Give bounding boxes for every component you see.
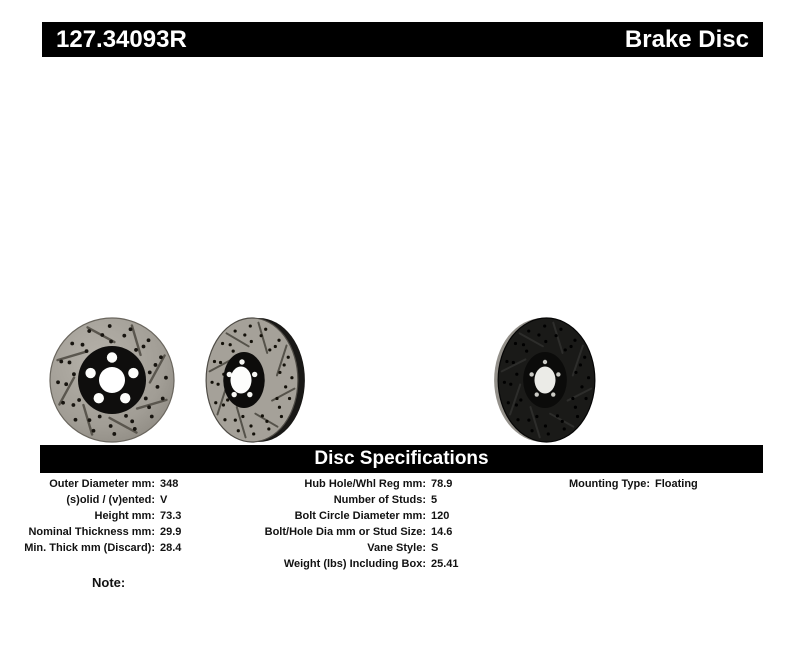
spec-row (252, 476, 459, 492)
spec-label: Hub Hole/Whl Reg mm: (304, 478, 426, 490)
spec-column-left (22, 476, 181, 556)
spec-label: Mounting Type: (568, 478, 650, 490)
spec-value: 14.6 (431, 526, 453, 538)
spec-label: Outer Diameter mm: (49, 478, 155, 490)
spec-row (538, 476, 698, 492)
spec-label: Vane Style: (367, 542, 426, 554)
spec-row (252, 556, 459, 572)
spec-row (252, 540, 459, 556)
spec-row (22, 540, 181, 556)
disc-specifications-header (40, 445, 763, 473)
spec-value: S (431, 542, 439, 554)
spec-label: Height mm: (94, 510, 155, 522)
spec-value: 25.41 (431, 558, 459, 570)
spec-value: 120 (431, 510, 450, 522)
spec-row (22, 492, 181, 508)
spec-column-middle (252, 476, 459, 572)
spec-label: Number of Studs: (333, 494, 426, 506)
brake-disc-black-angled-image (494, 318, 595, 442)
spec-value: 73.3 (160, 510, 182, 522)
spec-label: Weight (lbs) Including Box: (283, 558, 426, 570)
spec-value: 5 (431, 494, 438, 506)
spec-row (252, 524, 459, 540)
spec-value: 78.9 (431, 478, 453, 490)
brake-disc-angled-image (206, 318, 305, 442)
spec-row (252, 492, 459, 508)
spec-value: 28.4 (160, 542, 182, 554)
part-number-label: 127.34093R (56, 25, 187, 53)
spec-value: V (160, 494, 168, 506)
product-images (0, 300, 800, 465)
product-title: Brake Disc (624, 25, 749, 53)
header-bar (42, 22, 763, 57)
spec-label: Nominal Thickness mm: (28, 526, 155, 538)
spec-row (22, 508, 181, 524)
spec-label: Bolt/Hole Dia mm or Stud Size: (264, 526, 426, 538)
spec-value: 29.9 (160, 526, 182, 538)
section-title: Disc Specifications (314, 448, 489, 469)
spec-row (252, 508, 459, 524)
note-label: Note: (92, 575, 126, 590)
spec-label: (s)olid / (v)ented: (66, 494, 155, 506)
spec-row (22, 524, 181, 540)
spec-row (22, 476, 181, 492)
spec-column-right (538, 476, 698, 492)
brake-disc-front-image (50, 318, 174, 442)
spec-label: Min. Thick mm (Discard): (24, 542, 155, 554)
spec-value: Floating (655, 478, 698, 490)
spec-value: 348 (160, 478, 179, 490)
spec-label: Bolt Circle Diameter mm: (294, 510, 426, 522)
